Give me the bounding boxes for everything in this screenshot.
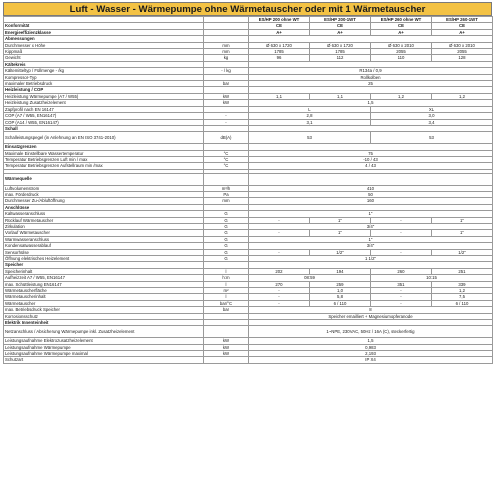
- spec-label: Schall: [4, 125, 204, 131]
- spec-label: Sensorhülse: [4, 249, 204, 255]
- spec-value: 3/4": [249, 223, 493, 229]
- spec-label: Gewicht: [4, 55, 204, 61]
- spec-label: Kompressor-Typ: [4, 74, 204, 80]
- spec-value: 1": [432, 230, 493, 236]
- spec-label: Leistungsaufnahme Elektrozusatzheizelement: [4, 338, 204, 344]
- spec-unit: kW: [204, 338, 249, 344]
- spec-label: COP (A14 / W55, EN16147): [4, 119, 204, 125]
- spec-value: 259: [310, 281, 371, 287]
- spec-label: Heizleistung Wärmepumpe (A7 / W55): [4, 93, 204, 99]
- spec-value: 128: [432, 55, 493, 61]
- spec-unit: -: [204, 113, 249, 119]
- spec-unit: [204, 357, 249, 363]
- spec-label: Anschlüsse: [4, 204, 204, 210]
- spec-value: A+: [432, 29, 493, 35]
- spec-row: [4, 326, 493, 338]
- spec-value: 96: [249, 55, 310, 61]
- spec-value-empty: [249, 173, 493, 185]
- spec-label: Vorlauf Wärmetauscher: [4, 230, 204, 236]
- spec-value: 1": [249, 236, 493, 242]
- spec-value: 50: [249, 191, 493, 197]
- spec-value: 1": [249, 211, 493, 217]
- spec-value: -: [249, 217, 310, 223]
- spec-unit: dB(A): [204, 132, 249, 144]
- spec-label: Elektrik Innenteinheit: [4, 320, 204, 326]
- spec-label: max. Betriebsdruck Speicher: [4, 307, 204, 313]
- spec-value: Rollkolben: [249, 74, 493, 80]
- spec-unit: bar: [204, 81, 249, 87]
- spec-unit: mm: [204, 49, 249, 55]
- spec-label: Öffnung elektrisches Heizelement: [4, 256, 204, 262]
- spec-unit: °C: [204, 150, 249, 156]
- spec-unit: l: [204, 281, 249, 287]
- spec-value: -: [249, 249, 310, 255]
- spec-value: 25: [249, 81, 493, 87]
- model-header: ES/HP 260-1WT: [432, 17, 493, 23]
- spec-label: Schutzart: [4, 357, 204, 363]
- spec-value: 2055: [432, 49, 493, 55]
- spec-unit: l: [204, 268, 249, 274]
- spec-value: 1,2: [432, 93, 493, 99]
- spec-unit: Pa: [204, 191, 249, 197]
- spec-label: Zirkulation: [4, 223, 204, 229]
- spec-unit: G: [204, 211, 249, 217]
- spec-label: Leistungsaufnahme Wärmepumpe maximal: [4, 351, 204, 357]
- spec-table: [3, 16, 493, 364]
- spec-value: 270: [249, 281, 310, 287]
- spec-unit: kW: [204, 93, 249, 99]
- spec-value: 1": [310, 230, 371, 236]
- spec-label: Durchmesser x Höhe: [4, 42, 204, 48]
- spec-value: 6 / 110: [310, 300, 371, 306]
- spec-value: 3,0: [371, 113, 493, 119]
- spec-label: Netzanschluss / Absicherung Wärmepumpe inkl. Zusatzheizelement: [4, 326, 204, 338]
- spec-value: CE: [249, 23, 310, 29]
- spec-value: 75: [249, 150, 493, 156]
- spec-value: 1785: [310, 49, 371, 55]
- spec-value: 1": [432, 217, 493, 223]
- spec-value: 1785: [249, 49, 310, 55]
- spec-value: A+: [310, 29, 371, 35]
- spec-unit: [204, 173, 249, 185]
- spec-value: 10:15: [371, 275, 493, 281]
- spec-row: [4, 173, 493, 185]
- spec-value: 8: [249, 307, 493, 313]
- spec-value: 3/4": [249, 243, 493, 249]
- spec-label: Kaltwasseranschluss: [4, 211, 204, 217]
- spec-value: 0,983: [249, 344, 493, 350]
- spec-value: 1/2": [310, 249, 371, 255]
- spec-unit: bar: [204, 307, 249, 313]
- spec-label: Temperatur Betriebsgrenzen Luft min / max: [4, 156, 204, 162]
- spec-unit: - / kg: [204, 68, 249, 74]
- spec-label: Leistungsaufnahme Wärmepumpe: [4, 344, 204, 350]
- spec-value: 53: [371, 132, 493, 144]
- spec-label: maximaler Betriebsdruck: [4, 81, 204, 87]
- spec-value: A+: [249, 29, 310, 35]
- spec-value: IP X4: [249, 357, 493, 363]
- spec-value: A+: [371, 29, 432, 35]
- spec-label: Wärmetauscher: [4, 300, 204, 306]
- spec-value: Ø 630 x 1720: [310, 42, 371, 48]
- spec-unit: G: [204, 236, 249, 242]
- spec-value: 3,1: [249, 119, 371, 125]
- spec-unit: kW: [204, 100, 249, 106]
- spec-value: 4 / 43: [249, 163, 493, 169]
- spec-label: Zapfprofil nach EN 16147: [4, 106, 204, 112]
- spec-label: Schalleistungspegel (in Anlehnung an EN ISO 3741-2010): [4, 132, 204, 144]
- spec-unit: G: [204, 217, 249, 223]
- spec-label: Heizleistung / COP: [4, 87, 204, 93]
- spec-value: Ø 630 x 2010: [432, 42, 493, 48]
- spec-unit: m²: [204, 288, 249, 294]
- model-header: ES/HP 200 ohne WT: [249, 17, 310, 23]
- spec-label: Energieeffizienzklasse: [4, 29, 204, 35]
- spec-label: Kondensatwasserablauf: [4, 243, 204, 249]
- spec-label: Rücklauf Wärmetauscher: [4, 217, 204, 223]
- spec-value: R134a / 0,9: [249, 68, 493, 74]
- spec-value: -: [249, 288, 310, 294]
- spec-value: 1 1/2": [249, 256, 493, 262]
- spec-value: -: [371, 300, 432, 306]
- spec-value: 2,8: [249, 113, 371, 119]
- spec-value: 6 / 110: [432, 300, 493, 306]
- spec-value: 251: [432, 268, 493, 274]
- spec-value: 160: [249, 198, 493, 204]
- spec-unit: G: [204, 230, 249, 236]
- spec-label: Wärmetauscherfläche: [4, 288, 204, 294]
- sheet-title: Luft - Wasser - Wärmepumpe ohne Wärmetauscher oder mit 1 Wärmetauscher: [3, 2, 492, 16]
- spec-label: Aufheizzeit A7 / W55, EN16147: [4, 275, 204, 281]
- spec-unit: kW: [204, 351, 249, 357]
- spec-unit: G: [204, 256, 249, 262]
- spec-value: CE: [432, 23, 493, 29]
- spec-row: [4, 357, 493, 363]
- spec-unit: kW: [204, 344, 249, 350]
- model-header: ES/HP 260 ohne WT: [371, 17, 432, 23]
- spec-unit: G: [204, 223, 249, 229]
- spec-value: 5,8: [310, 294, 371, 300]
- spec-value: 1,0: [310, 288, 371, 294]
- spec-value: -: [371, 288, 432, 294]
- spec-value: CE: [371, 23, 432, 29]
- spec-value: 112: [310, 55, 371, 61]
- spec-value: -: [371, 230, 432, 236]
- spec-unit: l: [204, 294, 249, 300]
- spec-value: 202: [249, 268, 310, 274]
- spec-label: Einsatzgrenzen: [4, 144, 204, 150]
- spec-value: Speicher emailliert + Magnesiumopferanode: [249, 313, 493, 319]
- spec-label: max. Förderdruck: [4, 191, 204, 197]
- spec-value: -10 / 43: [249, 156, 493, 162]
- spec-label: Konformität: [4, 23, 204, 29]
- spec-label: Kältekreis: [4, 61, 204, 67]
- spec-unit: °C: [204, 156, 249, 162]
- spec-unit: mm: [204, 198, 249, 204]
- spec-unit: °C: [204, 163, 249, 169]
- spec-value: 2,193: [249, 351, 493, 357]
- spec-value: 1,5: [249, 100, 493, 106]
- spec-label: COP (A7 / W55, EN16147): [4, 113, 204, 119]
- spec-label: Speicherinhalt: [4, 268, 204, 274]
- spec-value: 7,5: [432, 294, 493, 300]
- spec-value: 2055: [371, 49, 432, 55]
- spec-value: 1": [310, 217, 371, 223]
- spec-unit: m³/h: [204, 185, 249, 191]
- spec-value: -: [249, 300, 310, 306]
- spec-value: -: [249, 230, 310, 236]
- spec-value: 1,5: [249, 338, 493, 344]
- spec-label: Korrosionsschutz: [4, 313, 204, 319]
- spec-value: -: [371, 294, 432, 300]
- spec-value: 1,2: [432, 288, 493, 294]
- spec-unit: [204, 326, 249, 338]
- spec-value: 1,2: [371, 93, 432, 99]
- spec-unit: G: [204, 243, 249, 249]
- spec-value: 351: [371, 281, 432, 287]
- spec-value: Ø 630 x 1720: [249, 42, 310, 48]
- spec-value: 08:59: [249, 275, 371, 281]
- spec-value: 194: [310, 268, 371, 274]
- spec-value: 1,1: [249, 93, 310, 99]
- spec-row: [4, 132, 493, 144]
- spec-label: Kältemitteltyp / Füllmenge - /kg: [4, 68, 204, 74]
- spec-value: -: [371, 217, 432, 223]
- spec-value: -: [371, 249, 432, 255]
- spec-label: Warmwasseranschluss: [4, 236, 204, 242]
- model-header: ES/HP 200-1WT: [310, 17, 371, 23]
- spec-value: 53: [249, 132, 371, 144]
- spec-value: 3,4: [371, 119, 493, 125]
- spec-label: Wärmequelle: [4, 173, 204, 185]
- spec-value: -: [249, 294, 310, 300]
- spec-value: 110: [371, 55, 432, 61]
- spec-value: 1,1: [310, 93, 371, 99]
- spec-label: Speicher: [4, 262, 204, 268]
- spec-value: 1/2": [432, 249, 493, 255]
- spec-unit: -: [204, 119, 249, 125]
- spec-value: XL: [371, 106, 493, 112]
- spec-unit: kg: [204, 55, 249, 61]
- spec-label: Luftvolumenstrom: [4, 185, 204, 191]
- spec-value: 339: [432, 281, 493, 287]
- spec-label: max. Schüttleistung EN16147: [4, 281, 204, 287]
- spec-label: Abmessungen: [4, 36, 204, 42]
- spec-unit: mm: [204, 42, 249, 48]
- spec-unit: bar/°C: [204, 300, 249, 306]
- spec-label: Kippmaß: [4, 49, 204, 55]
- spec-value: 410: [249, 185, 493, 191]
- spec-label: Heizleistung Zusatzheizelement: [4, 100, 204, 106]
- spec-unit: G: [204, 249, 249, 255]
- spec-value: L: [249, 106, 371, 112]
- spec-unit: h:m: [204, 275, 249, 281]
- spec-label: Durchmesser Zu-/Abluftöffnung: [4, 198, 204, 204]
- spec-label: Wärmetauscherinhalt: [4, 294, 204, 300]
- spec-label: Temperatur Betriebsgrenzen Aufstellraum min /max: [4, 163, 204, 169]
- spec-value: 260: [371, 268, 432, 274]
- spec-label: Maximale Einstellbare Wassertemperatur: [4, 150, 204, 156]
- datasheet: [3, 2, 492, 364]
- spec-value: 1~NPE, 230VAC, 50Hz / 16A (C), steckerfertig: [249, 326, 493, 338]
- spec-value: CE: [310, 23, 371, 29]
- spec-value: Ø 630 x 2010: [371, 42, 432, 48]
